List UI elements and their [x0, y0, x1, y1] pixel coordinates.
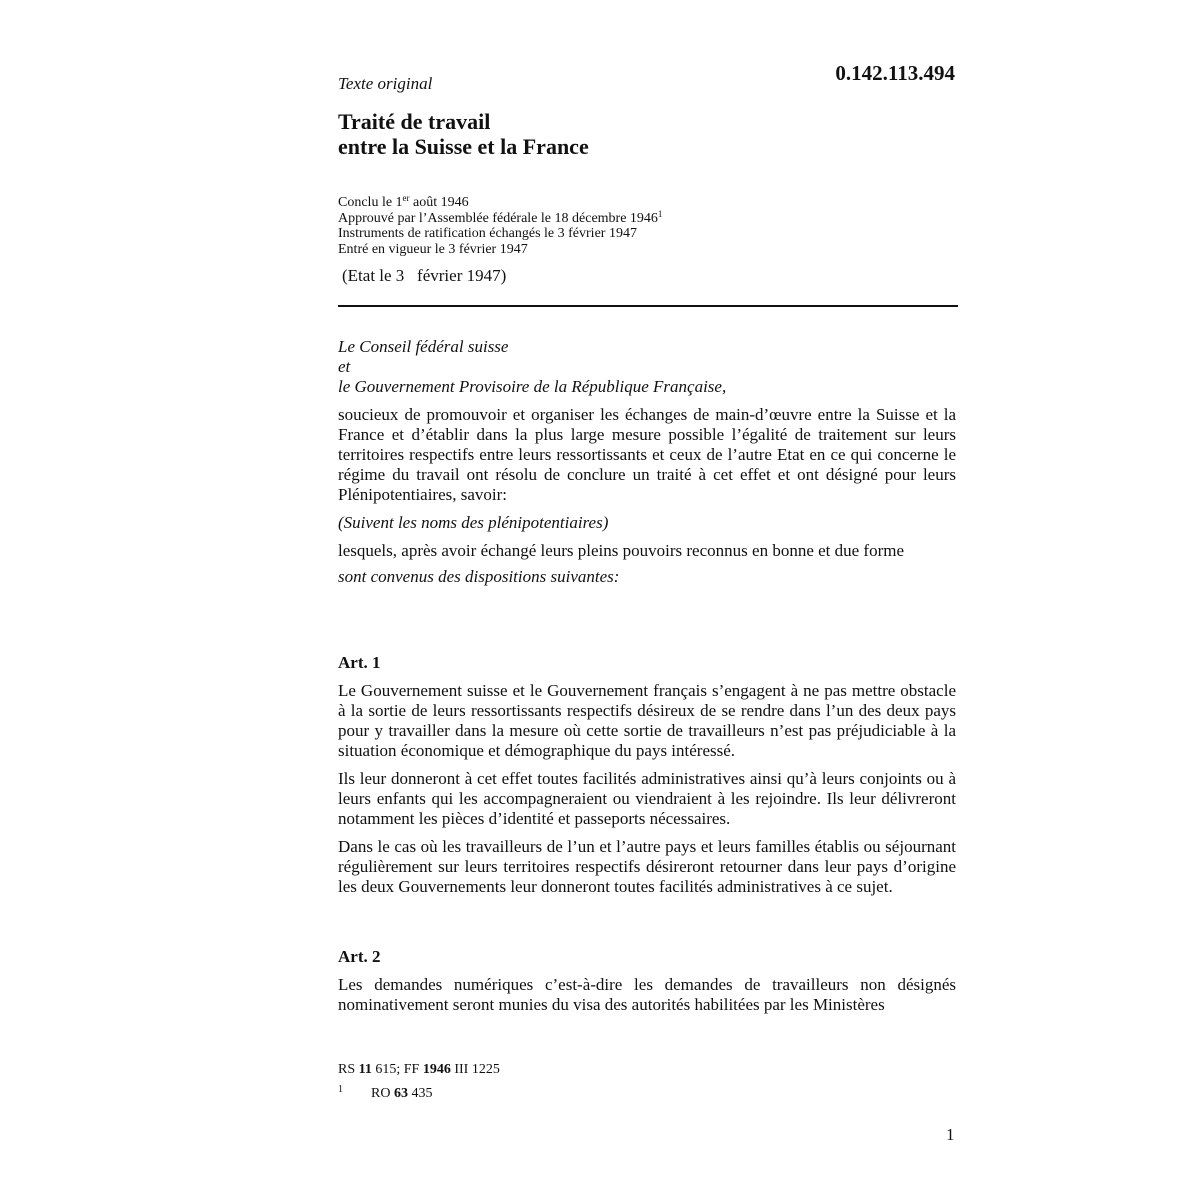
article-paragraph: Dans le cas où les travailleurs de l’un et l’autre pays et leurs familles établis ou séjournant régulièrement sur leurs territoires respectifs désireront retourner dans leur pays d’origine les deux Gouvernements leur donneront toutes facilités administratives à ce sujet.: [338, 837, 956, 896]
party-conjunction: et: [338, 357, 351, 376]
footnote-ref-1[interactable]: 1: [657, 208, 663, 219]
concluded-date: Conclu le 1er août 1946: [338, 193, 469, 210]
article-heading: Art. 2: [338, 947, 381, 966]
preamble-paragraph: soucieux de promouvoir et organiser les échanges de main-d’œuvre entre la Suisse et la France et d’établir dans la plus large mesure possible l’égalité de traitement sur leurs territoires respectifs entre leurs ressortissants et ceux de l’autre Etat en ce qui concerne le régime du travail ont résolu de conclure un traité à cet effet et ont désigné pour leurs Plénipotentiaires, savoir:: [338, 405, 956, 504]
article-paragraph: Le Gouvernement suisse et le Gouvernement français s’engagent à ne pas mettre obstacle à la sortie de leurs ressortissants respectifs désireux de se rendre dans l’un des deux pays pour y travailler dans la mesure où cette sortie de travailleurs n’est pas préjudiciable à la situation économique et démographique du pays intéressé.: [338, 681, 956, 760]
article-1: [338, 653, 956, 897]
header-divider: [338, 305, 958, 307]
sr-number: 0.142.113.494: [835, 61, 955, 85]
approval-date: Approuvé par l’Assemblée fédérale le 18 décembre 1946$^1$: [338, 208, 663, 226]
full-powers-paragraph: lesquels, après avoir échangé leurs pleins pouvoirs reconnus en bonne et due forme: [338, 541, 905, 560]
entry-into-force-date: Entré en vigueur le 3 février 1947: [338, 241, 528, 257]
contracting-parties: [338, 337, 726, 397]
footnotes: [338, 1060, 500, 1104]
treaty-metadata: [338, 195, 662, 257]
preamble-body: [338, 405, 956, 587]
article-2: [338, 947, 956, 1015]
document-title: [338, 109, 589, 159]
footnote-1: 1 RO 63 435: [338, 1084, 433, 1101]
agreed-provisions: sont convenus des dispositions suivantes:: [338, 567, 620, 586]
source-reference: RS 11 615; FF 1946 III 1225: [338, 1062, 500, 1077]
page-number: 1: [946, 1125, 955, 1144]
article-paragraph: Les demandes numériques c’est-à-dire les demandes de travailleurs non désignés nominativement seront munies du visa des autorités habilitées par les Ministères: [338, 975, 956, 1014]
original-text-label: Texte original: [338, 74, 433, 93]
article-heading: Art. 1: [338, 653, 381, 672]
party-france: le Gouvernement Provisoire de la République Française,: [338, 377, 727, 396]
plenipotentiaries-note: (Suivent les noms des plénipotentiaires): [338, 513, 609, 532]
title-line-1: Traité de travail: [338, 109, 491, 134]
title-line-2: entre la Suisse et la France: [338, 134, 589, 159]
party-switzerland: Le Conseil fédéral suisse: [338, 337, 509, 356]
article-paragraph: Ils leur donneront à cet effet toutes facilités administratives ainsi qu’à leurs conjoints ou à leurs enfants qui les accompagneraient ou viendraient à les rejoindre. Ils leur délivreront notamment les pièces d’identité et passeports nécessaires.: [338, 769, 956, 828]
ratification-date: Instruments de ratification échangés le 3 février 1947: [338, 226, 637, 242]
status-date: (Etat le 3 février 1947): [342, 266, 507, 285]
